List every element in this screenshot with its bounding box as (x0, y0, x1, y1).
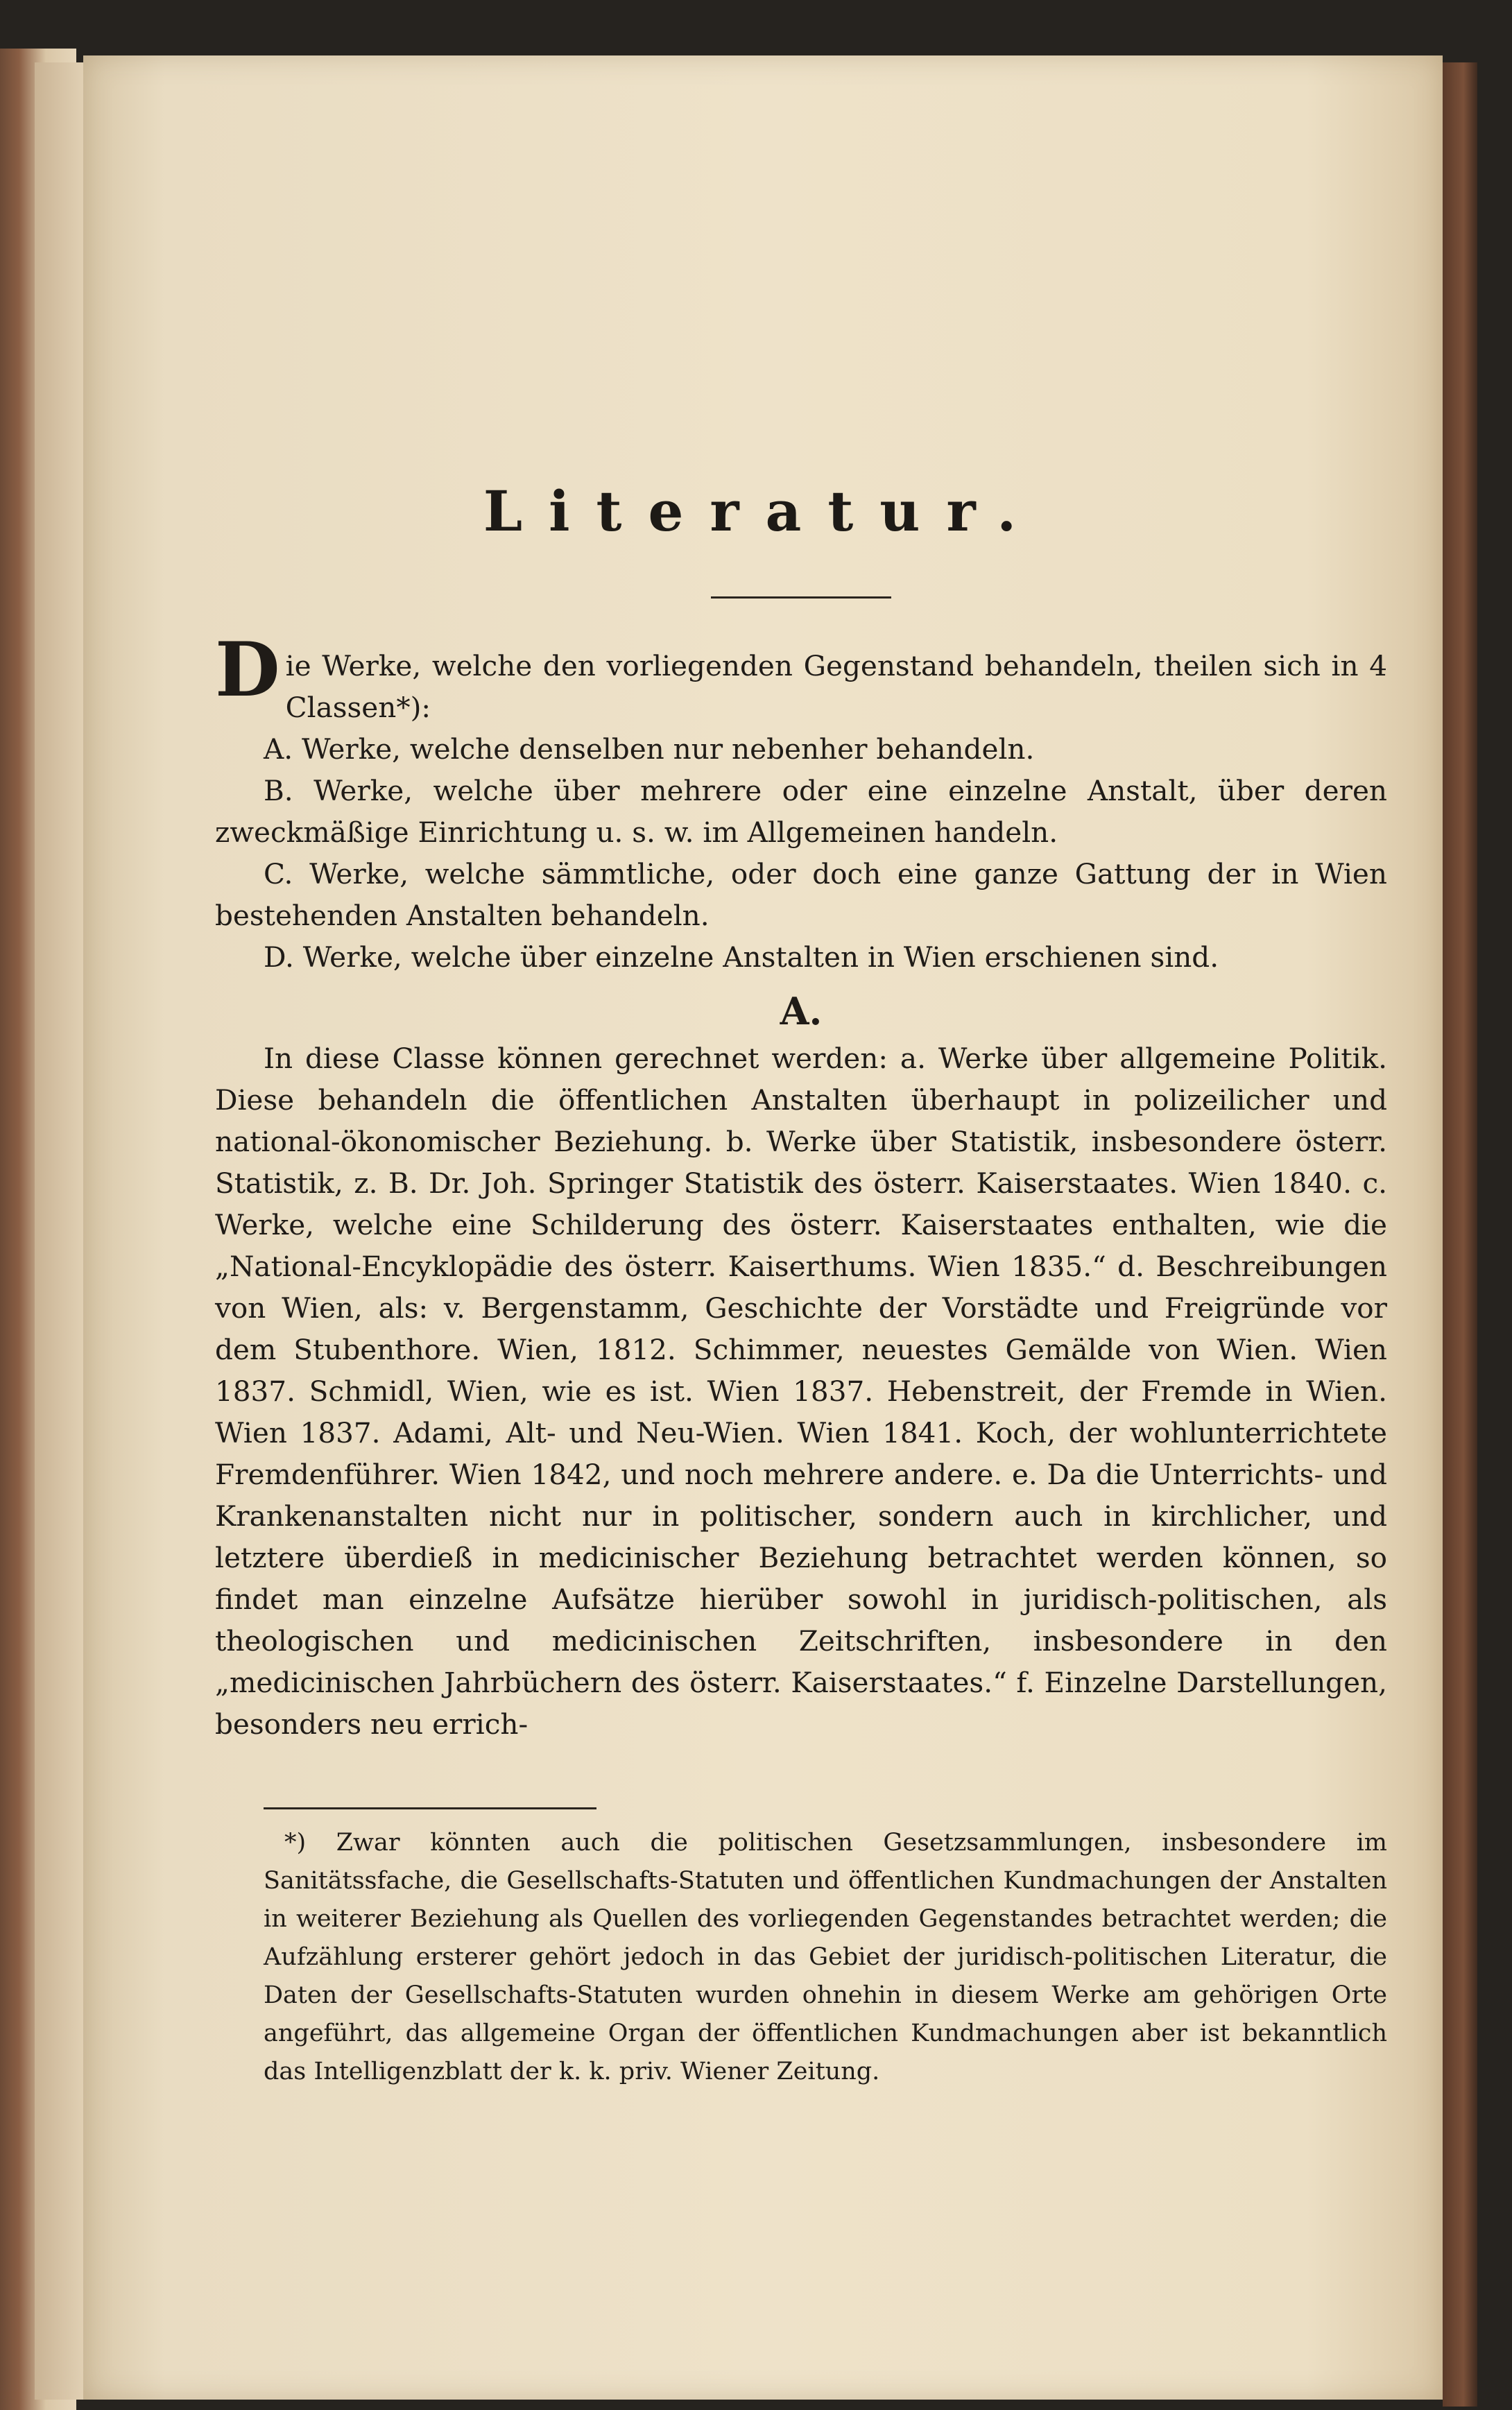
class-b-paragraph: B. Werke, welche über mehrere oder eine einzelne Anstalt, über deren zweckmäßige Einrichtung u. s. w. im Allgemeinen handeln. (215, 774, 1387, 849)
page-title: Literatur. (483, 479, 1043, 544)
main-text (215, 626, 1387, 1745)
intro-text: ie Werke, welche den vorliegenden Gegenstand behandeln, theilen sich in 4 Classen*): (285, 649, 1387, 724)
footnote-text: *) Zwar könnten auch die politischen Gesetzsammlungen, insbesondere im Sanitätssfache, die Gesellschafts-Statuten und öffentlichen Kundmachungen der Anstalten in weiterer Beziehung als Quellen des vorliegenden Gegenstandes betrachtet werden; die Aufzählung ersterer gehört jedoch in das Gebiet der juridisch-politischen Literatur, die Daten der Gesellschafts-Statuten wurden ohnehin in diesem Werke am gehörigen Orte angeführt, das allgemeine Organ der öffentlichen Kundmachungen aber ist bekanntlich das Intelligenzblatt der k. k. priv. Wiener Zeitung. (264, 1829, 1387, 2085)
drop-cap: D (215, 626, 280, 714)
section-a-paragraph: In diese Classe können gerechnet werden: a. Werke über allgemeine Politik. Diese behandeln die öffentlichen Anstalten überhaupt in polizeilicher und national-ökonomischer Beziehung. b. Werke über Statistik, insbesondere österr. Statistik, z. B. Dr. Joh. Springer Statistik des österr. Kaiserstaates. Wien 1840. c. Werke, welche eine Schilderung des österr. Kaiserstaates enthalten, wie die „National-Encyklopädie des österr. Kaiserthums. Wien 1835.“ d. Beschreibungen von Wien, als: v. Bergenstamm, Geschichte der Vorstädte und Freigründe vor dem Stubenthore. Wien, 1812. Schimmer, neuestes Gemälde von Wien. Wien 1837. Schmidl, Wien, wie es ist. Wien 1837. Hebenstreit, der Fremde in Wien. Wien 1837. Adami, Alt- und Neu-Wien. Wien 1841. Koch, der wohlunterrichtete Fremdenführer. Wien 1842, und noch mehrere andere. e. Da die Unterrichts- und Krankenanstalten nicht nur in politischer, sondern auch in kirchlicher, und letztere überdieß in medicinischer Beziehung betrachtet werden können, so findet man einzelne Aufsätze hierüber sowohl in juridisch-politischen, als theologischen und medicinischen Zeitschriften, insbesondere in den „medicinischen Jahrbüchern des österr. Kaiserstaates.“ f. Einzelne Darstellungen, besonders neu errich- (215, 1042, 1387, 1741)
book-cover-edge (1443, 62, 1477, 2407)
class-a-paragraph: A. Werke, welche denselben nur nebenher behandeln. (264, 732, 1035, 766)
book-page (83, 55, 1443, 2400)
class-c-paragraph: C. Werke, welche sämmtliche, oder doch eine ganze Gattung der in Wien bestehenden Anstalten behandeln. (215, 857, 1387, 932)
footnote (264, 1824, 1387, 2091)
class-d-paragraph: D. Werke, welche über einzelne Anstalten in Wien erschienen sind. (264, 940, 1219, 974)
section-heading: A. (780, 989, 823, 1033)
footnote-divider (264, 1807, 596, 1809)
title-divider (711, 596, 891, 599)
intro-paragraph (215, 626, 1387, 728)
